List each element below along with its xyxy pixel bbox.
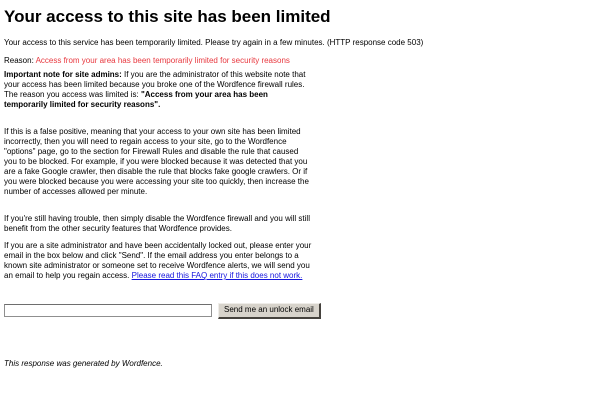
admin-note-lead: Important note for site admins: [4,70,125,79]
faq-link[interactable]: Please read this FAQ entry if this does not work. [131,271,303,280]
intro-text: Your access to this service has been temporarily limited. Please try again in a few minutes. (HTTP response code 503) [4,38,424,47]
admin-note [4,70,312,110]
reason-label: Reason: [4,56,36,65]
send-unlock-email-button[interactable]: Send me an unlock email [218,303,321,319]
page-title: Your access to this site has been limited [4,7,331,26]
admin-note-quote: "Access from your area has been temporarily limited for security reasons". [4,90,268,109]
footer-note: This response was generated by Wordfence. [4,359,163,368]
still-trouble-text: If you're still having trouble, then simply disable the Wordfence firewall and you will still benefit from the other security features that Wordfence provides. [4,214,310,233]
admin-note-body: If you are the administrator of this website note that your access has been limited because you broke one of the Wordfence firewall rules. The reason you access was limited is: [4,70,306,99]
lockout-text [4,241,312,281]
reason-text: Access from your area has been temporarily limited for security reasons [35,56,290,65]
reason-line [4,56,596,66]
email-input[interactable] [4,304,212,317]
unlock-email-form [4,303,596,319]
lockout-body: If you are a site administrator and have been accidentally locked out, please enter your email in the box below and click "Send". If the email address you enter belongs to a known site administrator or someone set to receive Wordfence alerts, we will send you an email to help you regain access. [4,241,312,280]
false-positive-text: If this is a false positive, meaning that your access to your own site has been limited incorrectly, then you will need to regain access to your site, go to the Wordfence "options" page, go to the section for Firewall Rules and disable the rule that caused you to be blocked. For example, if you were blocked because it was detected that you are a fake Google crawler, then disable the rule that blocks fake google crawlers. Or if you were blocked because you were accessing your site too quickly, then increase the number of accesses allowed per minute. [4,127,309,196]
